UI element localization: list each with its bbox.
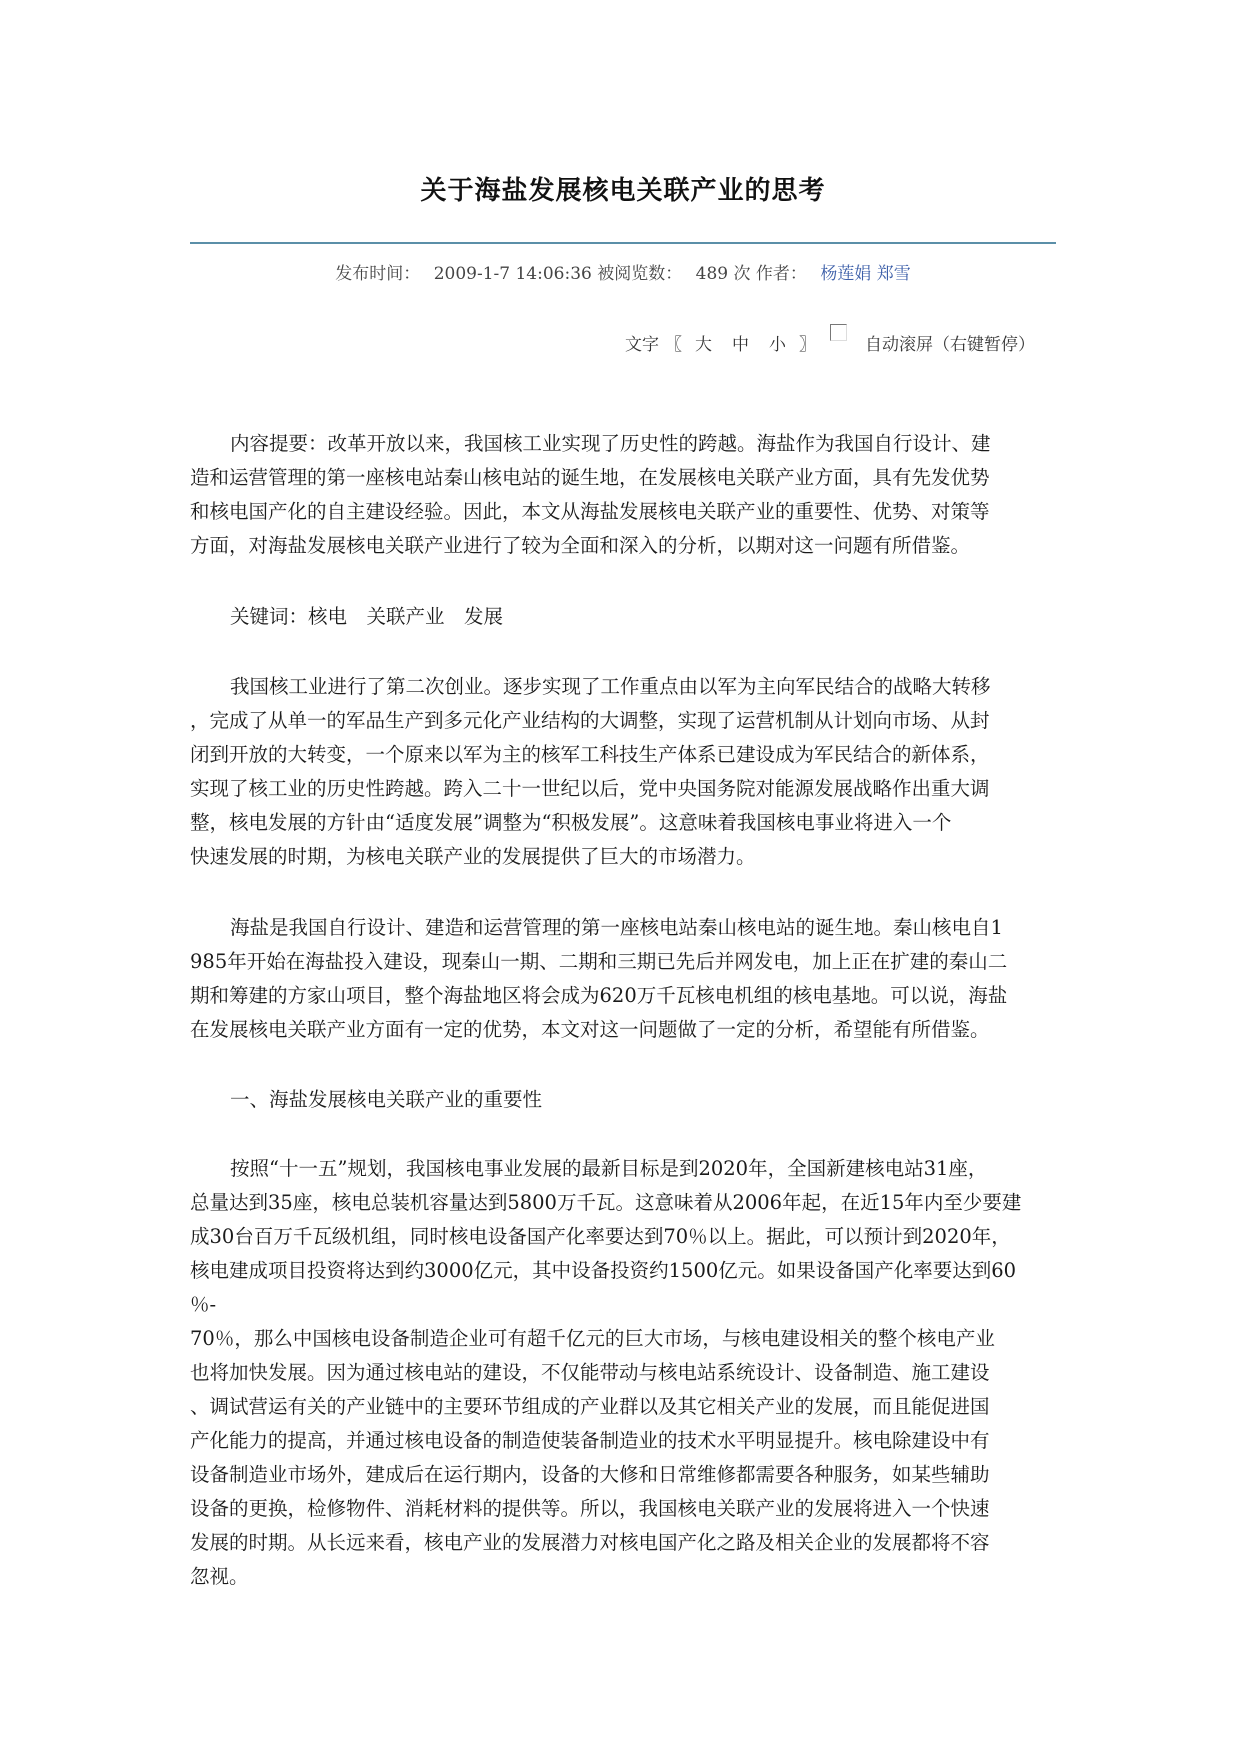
author-link-1[interactable]: 杨莲娟 — [820, 264, 872, 284]
text-line: ％- — [190, 1293, 217, 1316]
text-line: 整，核电发展的方针由“适度发展”调整为“积极发展”。这意味着我国核电事业将进入一个 — [190, 811, 952, 834]
text-line: 核电建成项目投资将达到约3000亿元，其中设备投资约1500亿元。如果设备国产化率要达到60 — [190, 1259, 1017, 1282]
autoscroll-checkbox[interactable] — [830, 324, 847, 341]
author-label: 作者： — [755, 264, 807, 284]
text-line: 闭到开放的大转变，一个原来以军为主的核军工科技生产体系已建设成为军民结合的新体系， — [190, 743, 990, 766]
bracket-open: 〖 — [665, 335, 682, 355]
text-line: 985年开始在海盐投入建设，现秦山一期、二期和三期已先后并网发电，加上正在扩建的秦山二 — [190, 950, 1008, 973]
text-line: 在发展核电关联产业方面有一定的优势，本文对这一问题做了一定的分析，希望能有所借鉴。 — [190, 1018, 990, 1041]
bracket-close: 〗 — [799, 335, 816, 355]
text-line: 成30台百万千瓦级机组，同时核电设备国产化率要达到70％以上。据此，可以预计到2020年， — [190, 1225, 1011, 1248]
text-line: 也将加快发展。因为通过核电站的建设，不仅能带动与核电站系统设计、设备制造、施工建设 — [190, 1361, 990, 1384]
text-line: 一、海盐发展核电关联产业的重要性 — [230, 1088, 543, 1111]
text-line: 期和筹建的方家山项目，整个海盐地区将会成为620万千瓦核电机组的核电基地。可以说，海盐 — [190, 984, 1008, 1007]
section-heading — [190, 1083, 1056, 1117]
text-line: 按照“十一五”规划，我国核电事业发展的最新目标是到2020年，全国新建核电站31座， — [230, 1157, 988, 1180]
keywords-paragraph — [190, 600, 1056, 634]
autoscroll-label: 自动滚屏（右键暂停） — [865, 335, 1035, 355]
text-line: 总量达到35座，核电总装机容量达到5800万千瓦。这意味着从2006年起，在近15年内至少要建 — [190, 1191, 1022, 1214]
article-meta — [190, 259, 1056, 284]
text-line: ，完成了从单一的军品生产到多元化产业结构的大调整，实现了运营机制从计划向市场、从封 — [190, 709, 990, 732]
text-line: 发展的时期。从长远来看，核电产业的发展潜力对核电国产化之路及相关企业的发展都将不容 — [190, 1531, 990, 1554]
publish-time-value: 2009-1-7 14:06:36 — [433, 264, 592, 284]
text-line: 70％，那么中国核电设备制造企业可有超千亿元的巨大市场，与核电建设相关的整个核电产业 — [190, 1327, 995, 1350]
text-size-label: 文字 — [625, 335, 659, 355]
views-label: 被阅览数： — [597, 264, 683, 284]
body-paragraph — [190, 670, 1056, 874]
text-line: 关键词：核电 关联产业 发展 — [230, 605, 504, 628]
publish-time-label: 发布时间： — [335, 264, 421, 284]
text-line: 海盐是我国自行设计、建造和运营管理的第一座核电站秦山核电站的诞生地。秦山核电自1 — [230, 916, 1003, 939]
author-link-2[interactable]: 郑雪 — [876, 264, 911, 284]
text-line: 造和运营管理的第一座核电站秦山核电站的诞生地，在发展核电关联产业方面，具有先发优势 — [190, 466, 990, 489]
title-divider — [190, 242, 1056, 244]
text-line: 忽视。 — [190, 1565, 249, 1588]
article-title: 关于海盐发展核电关联产业的思考 — [420, 176, 826, 206]
text-line: 设备制造业市场外，建成后在运行期内，设备的大修和日常维修都需要各种服务，如某些辅助 — [190, 1463, 990, 1486]
body-paragraph — [190, 911, 1056, 1047]
reading-controls — [625, 330, 1035, 355]
text-line: 、调试营运有关的产业链中的主要环节组成的产业群以及其它相关产业的发展，而且能促进国 — [190, 1395, 990, 1418]
text-line: 快速发展的时期，为核电关联产业的发展提供了巨大的市场潜力。 — [190, 845, 756, 868]
text-line: 方面，对海盐发展核电关联产业进行了较为全面和深入的分析，以期对这一问题有所借鉴。 — [190, 534, 971, 557]
font-size-medium-link[interactable]: 中 — [732, 335, 749, 355]
font-size-small-link[interactable]: 小 — [769, 335, 786, 355]
text-line: 我国核工业进行了第二次创业。逐步实现了工作重点由以军为主向军民结合的战略大转移 — [230, 675, 991, 698]
text-line: 和核电国产化的自主建设经验。因此，本文从海盐发展核电关联产业的重要性、优势、对策等 — [190, 500, 990, 523]
text-line: 设备的更换，检修物件、消耗材料的提供等。所以，我国核电关联产业的发展将进入一个快速 — [190, 1497, 990, 1520]
text-line: 实现了核工业的历史性跨越。跨入二十一世纪以后，党中央国务院对能源发展战略作出重大调 — [190, 777, 990, 800]
abstract-paragraph — [190, 427, 1056, 563]
text-line: 产化能力的提高，并通过核电设备的制造使装备制造业的技术水平明显提升。核电除建设中有 — [190, 1429, 990, 1452]
views-unit: 次 — [733, 264, 751, 284]
body-paragraph — [190, 1152, 1056, 1594]
font-size-large-link[interactable]: 大 — [695, 335, 712, 355]
views-count: 489 — [695, 264, 729, 284]
text-line: 内容提要：改革开放以来，我国核工业实现了历史性的跨越。海盐作为我国自行设计、建 — [230, 432, 991, 455]
